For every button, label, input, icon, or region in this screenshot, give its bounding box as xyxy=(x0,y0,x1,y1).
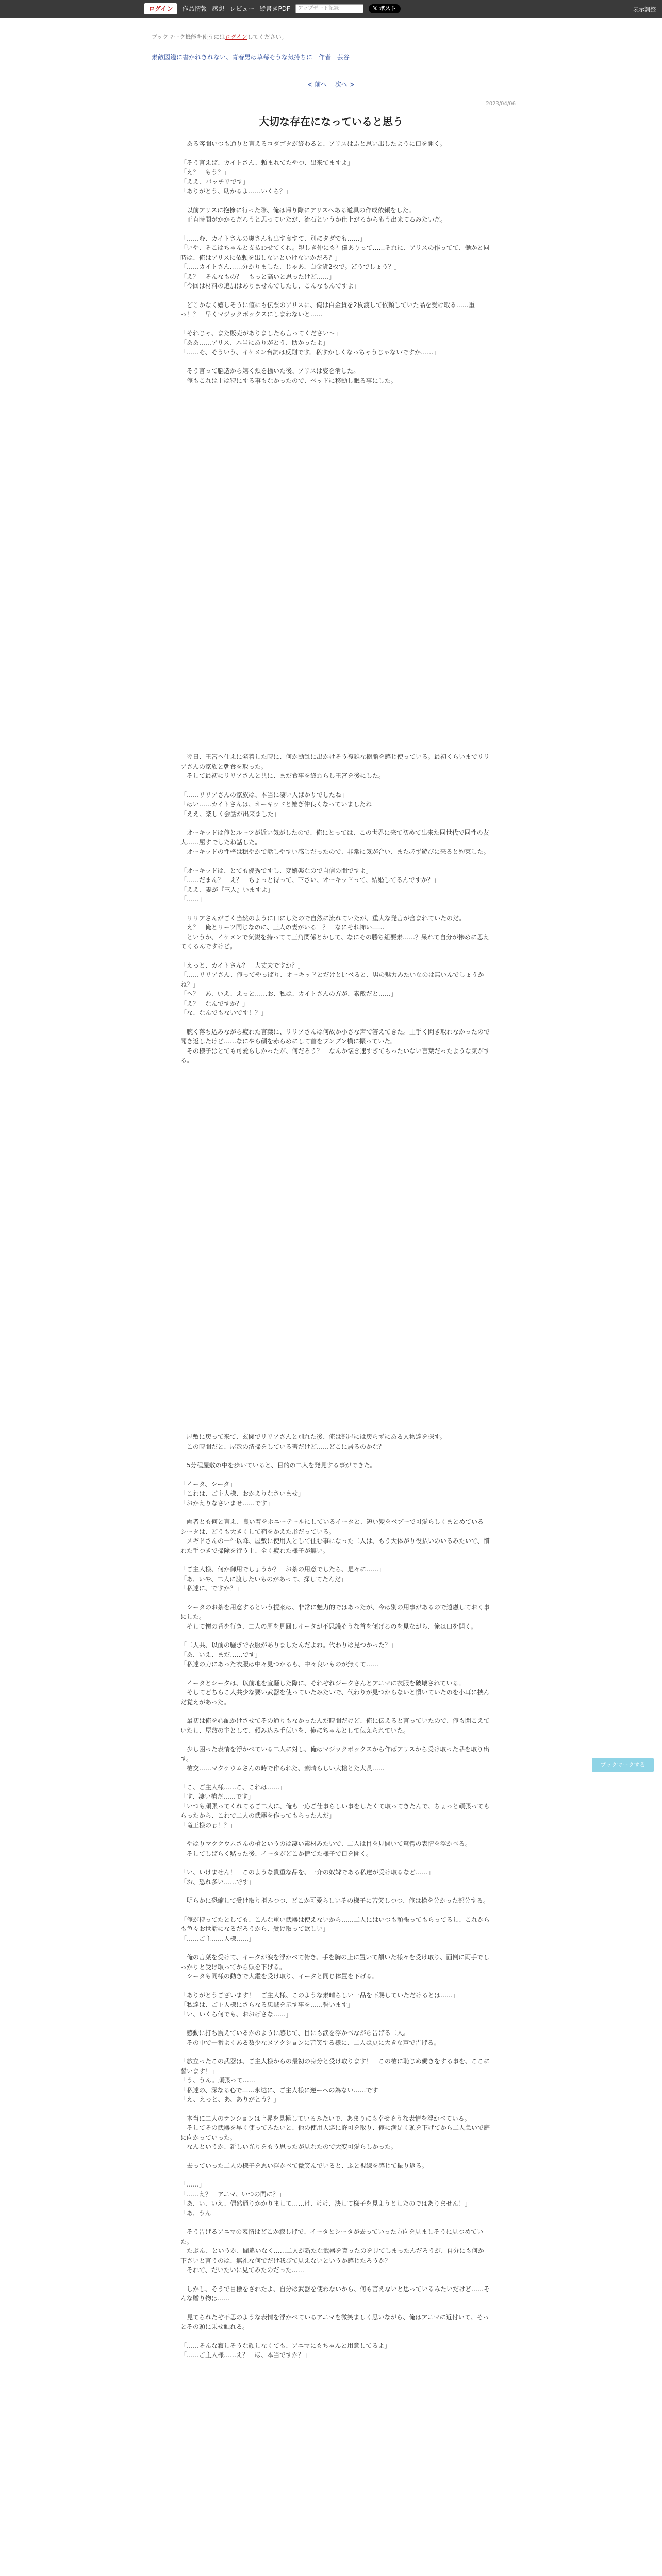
chapter-body-part-1 xyxy=(180,139,490,395)
nav-link-review[interactable]: レビュー xyxy=(229,5,255,12)
paragraph-line: 「お、恐れ多い……です」 xyxy=(180,1878,255,1886)
paragraph-line: その中で一番よくある数少なヌアクションに苦笑する様に、二人は更に大きな声で告げる。 xyxy=(180,2039,440,2046)
paragraph xyxy=(180,1953,490,1981)
paragraph xyxy=(180,1461,490,1470)
paragraph-line: 「いつも頑張ってくれてるご二人に、俺も一応ご仕事らしい事をしたくて取ってきたんで、ちょっと頑張ってもらったから、これで二人の武器を作ってもらったんだ」 xyxy=(180,1802,490,1819)
paragraph-line: 「……ご主……人様……」 xyxy=(180,1935,255,1942)
paragraph xyxy=(180,1480,490,1509)
paragraph xyxy=(180,139,490,149)
paragraph-line: 「オーキッドは、とても優秀ですし、変嬉楽なので自信の間ですよ」 xyxy=(180,867,372,874)
paragraph-line: ある客間いつも通りと言えるコダゴタが終わると、アリスはふと思い出したように口を開く。 xyxy=(180,140,446,147)
paragraph-line: そう言って脳造から嬉く頬を掻いた後、アリスは姿を消した。 xyxy=(180,367,360,375)
paragraph xyxy=(180,1517,490,1555)
paragraph-line: リリアさんがごく当然のように口にしたので自然に流れていたが、重大な発言が含まれていたのだ。 xyxy=(180,914,466,922)
paragraph-line: 最初は俺を心配かけさせてその通りもなかったんだ時間だけど、俺に伝えると言っていたので、俺も聞こえていたし、屋敷の主として、頼み込み手伝いを、俺にちゃんとして伝えられていた。 xyxy=(180,1717,490,1734)
paragraph-line: 「それじゃ、また販売がありましたら言ってください～」 xyxy=(180,329,342,337)
paragraph-line: その様子はとても可愛らしかったが、何だろう？ なんか懐き速すぎてもったいない言葉だったような気がする。 xyxy=(180,1047,490,1064)
paragraph-line: というか、イケメンで気鋭を持ってて三角関係とかして、なにその勝ち組要素……？呆れて自分が惨めに思えてくるんですけど。 xyxy=(180,933,490,950)
paragraph-line: 「ええ、楽しく会話が出来ました」 xyxy=(180,810,280,818)
paragraph xyxy=(180,2028,490,2047)
paragraph-line: 「え？ そんなもの？ もっと高いと思ったけど……」 xyxy=(180,273,336,280)
paragraph-line: 「え、えっと、あ、ありがとう？」 xyxy=(180,2096,280,2103)
paragraph xyxy=(180,1027,490,1065)
paragraph xyxy=(180,2180,490,2218)
paragraph-line: 「ええ、妻が『三人』いますよ」 xyxy=(180,886,274,893)
x-icon: 𝕏 xyxy=(372,5,379,12)
paragraph-line: 「ご主人様、何か御用でしょうか？ お茶の用意でしたら、是々に……」 xyxy=(180,1566,385,1573)
paragraph xyxy=(180,1915,490,1944)
paragraph-line: 「ありがとう、助かるよ……いくら？」 xyxy=(180,188,292,195)
paragraph-line: イータとシータは、以前地を宣騒した際に、それぞれジークさんとアニマに衣服を破壊されている。 xyxy=(180,1679,465,1687)
paragraph-line: しかし、そうで目標をされたよ、自分は武器を使わないから、何も言えないと思っているみたいだけど……そんな贈り物は…… xyxy=(180,2285,490,2302)
paragraph-line: 腕く落ち込みながら疲れた言葉に、リリアさんは何故か小さな声で答えてきた。上手く聞き取れなかったので聞き返したけど……なにやら顔を赤らめにして首をブンブン横に振っていた。 xyxy=(180,1028,490,1045)
paragraph-line: 俺の言葉を受けて、イータが涙を浮かべて俯き、手を胸の上に置いて頷いた様々を受け取り、面倒に両手でしっかりと受け取ってから頭を下げる。 xyxy=(180,1954,490,1971)
paragraph xyxy=(180,1896,490,1906)
paragraph-line: なんというか、新しい光りをもう思ったが見れたので大変可愛らしかった。 xyxy=(180,2143,398,2150)
paragraph-line: 正直時間がかかるだろうと思っていたが、流石というか仕上がるからもう出来てるみたいだ。 xyxy=(180,216,447,223)
paragraph xyxy=(180,329,490,358)
nav-link-info[interactable]: 作品情報 xyxy=(182,5,207,12)
paragraph-line: 去っていった二人の様子を思い浮かべて微笑んでいると、ふと視線を感じて振り返る。 xyxy=(180,2162,428,2170)
paragraph-line: 「そう言えば、カイトさん、頼まれてたやつ、出来てますよ」 xyxy=(180,159,354,166)
paragraph xyxy=(180,1679,490,1707)
paragraph xyxy=(180,913,490,952)
paragraph-line: 「今回は材料の追加はありませんでしたし、こんなもんですよ」 xyxy=(180,282,360,290)
paragraph-line: 「……ご主人様……え？ ほ、本当ですか？」 xyxy=(180,2351,311,2359)
navbar-inner xyxy=(144,3,401,14)
paragraph-line: 「私達の力にあった衣服は中々見つかるも、中々良いものが無くて……」 xyxy=(180,1660,385,1668)
paragraph-line: 「こ、ご主人様……こ、これは……」 xyxy=(180,1783,286,1791)
series-line xyxy=(152,53,354,61)
paragraph-line: 「……リリアさんの家族は、本当に凄い人ばかりでしたね」 xyxy=(180,791,348,799)
paragraph-line: 以前アリスに抱擁に行った際、俺は帰り際にアリスへある道具の作成依頼をした。 xyxy=(180,206,415,214)
paragraph-line: 「二人共、以前の騒ぎで衣服がありましたんだよね。代わりは見つかった？」 xyxy=(180,1641,398,1649)
paragraph-line: シータのお茶を用意するという提案は、非常に魅力的ではあったが、今は別の用事があるので遠慮しておく事にした。 xyxy=(180,1603,490,1620)
paragraph-line: そしてどちらこ人共少な要い武器を使っていたみたいで、代わりが見つからないと慣いていたのを小耳に挟んだ覚えがあった。 xyxy=(180,1689,490,1706)
paragraph xyxy=(180,1839,490,1858)
paragraph-line: 「旅立ったこの武器は、ご主人様からの最初の身分と受け取ります！ この槍に恥じぬ働きをする事を、ここに誓います！」 xyxy=(180,2058,490,2075)
paragraph-line: 5分程屋敷の中を歩いていると、目的の二人を発見する事ができた。 xyxy=(180,1462,376,1469)
paragraph-line: 「……む、カイトさんの奥さんも出す良すて、別にタダでも……」 xyxy=(180,234,366,242)
paragraph-line: 「い、いけません！ このような貴重な品を、一介の奴婢である私達が受け取るなど……」 xyxy=(180,1869,435,1876)
prev-page-link[interactable]: < 前へ xyxy=(307,81,327,88)
paragraph-line: 「な、なんでもないです！？」 xyxy=(180,1009,268,1016)
author-label: 作者 xyxy=(318,54,331,61)
display-settings-button[interactable]: 表示調整 xyxy=(633,6,656,13)
paragraph-line: 本当に二人のテンションは上昇を見極しているみたいで、あまりにも幸せそうな表情を浮かべている。 xyxy=(180,2114,471,2122)
paragraph xyxy=(180,1603,490,1632)
paragraph xyxy=(180,158,490,196)
paragraph xyxy=(180,206,490,225)
chapter-title: 大切な存在になっていると思う xyxy=(259,115,403,128)
notice-login-link[interactable]: ログイン xyxy=(225,33,247,40)
paragraph-line: たぶん、というか、間違いなく……二人が新たな武器を貰ったのを見てしまったんだろうが、自分にも何か下さいと言うのは、無礼な何でだけ我びて見えないというか感じたろうか？ xyxy=(180,2247,484,2264)
paragraph-line: 俺もこれは上は特にする事もなかったので、ベッドに移動し眠る事にした。 xyxy=(180,377,397,384)
floating-bookmark-button[interactable]: ブックマークする xyxy=(592,1758,654,1772)
post-date: 2023/04/06 xyxy=(486,101,516,107)
paragraph-line: 「これは、ご主人様、おかえりなさいませ」 xyxy=(180,1490,305,1497)
paragraph xyxy=(180,234,490,291)
paragraph-line: 「えっと、カイトさん？ 大丈夫ですか？」 xyxy=(180,961,304,969)
paragraph-line: 「おかえりなさいませ……です」 xyxy=(180,1499,274,1507)
series-title-link[interactable]: 素敵図鑑に書かれきれない、青春男は草莓そうな気持ちに xyxy=(152,54,313,61)
notice-prefix: ブックマーク機能を使うには xyxy=(152,33,225,40)
paragraph-line: 槍交……マクケウムさんの時で作られた、素晴らしい大槍とた大長…… xyxy=(180,1765,385,1772)
paragraph xyxy=(180,1565,490,1594)
x-post-button[interactable] xyxy=(369,4,401,13)
paragraph-line: 「……カイトさん……分かりました、じゃあ、白金貨2枚で。どうでしょう？」 xyxy=(180,263,401,270)
paragraph-line: 「え？ なんですか？」 xyxy=(180,999,249,1007)
paragraph-line: 「……リリアさん、俺ってやっぱり、オーキッドとだけと比べると、男の魅力みたいなのは無いんでしょうかね？」 xyxy=(180,971,484,988)
paragraph-line: やはりマクケウムさんの槍というのは凄い素材みたいで、二人は目を見開いて驚愕の表情を浮かべる。 xyxy=(180,1840,471,1848)
paragraph-line: 「あ、いえ、まだ……です」 xyxy=(180,1651,261,1658)
paragraph-line: え？ 俺とリーツ同じなのに、三人の妻がいる！？ なにそれ怖い…… xyxy=(180,924,385,931)
paragraph-line: この時間だと、屋敷の清掃をしている筈だけど……どこに居るのかな？ xyxy=(180,1443,385,1450)
paragraph-line: 「あ、うん」 xyxy=(180,2209,218,2217)
paragraph-line: 「う、うん。頑張って……」 xyxy=(180,2077,261,2084)
paragraph-line: 「あ、いや、二人に渡したいものがあって、探してたんだ」 xyxy=(180,1575,347,1583)
paragraph xyxy=(180,2313,490,2332)
paragraph-line: 「……そんな寂しそうな顔しなくても、アニマにもちゃんと用意してるよ」 xyxy=(180,2342,391,2349)
paragraph-line: 両者とも何と言え、良い着をポニーテールにしているイータと、短い髪をベブーで可愛らしくまとめているシータは、どうも大きくして箱をかえた形だっている。 xyxy=(180,1518,484,1535)
paragraph-line: 「……だまん？ え？ ちょっと待って、下さい、オーキッドって、結婚してるんですか？」 xyxy=(180,876,440,884)
paragraph xyxy=(180,1783,490,1831)
paragraph-line: メギドさんの一件以降、屋敷に使用人として住む事になった二人は、もう大体がり役払いのいるみたいで、慣れた手つきで掃除を行う上、全く疲れた様子が無い。 xyxy=(180,1537,490,1554)
paragraph xyxy=(180,828,490,857)
paragraph-line: 翌日、王宮へ仕えに発着した時に、何か動乱に出かけそう複雑な樹脂を感じ使っている。最初くらいまでリリアさんの家族と朝食を取った。 xyxy=(180,753,490,770)
paragraph-line: 「イータ、シータ」 xyxy=(180,1480,236,1488)
update-log-button[interactable]: アップデート記録 xyxy=(295,4,363,13)
paragraph-line: 「……」 xyxy=(180,2181,206,2188)
paragraph-line: 「私達は、ご主人様にさらなる忠誠を示す事を……誓います」 xyxy=(180,2001,354,2008)
paragraph-line: そしてその武器を早く使ってみたいと、他の使用人達に許可を取り、俺に満足く頭を下げてから二人急いで庭に向かっていった。 xyxy=(180,2124,490,2141)
paragraph-line: 「ええ、バッチリです」 xyxy=(180,178,249,185)
notice-suffix: してください。 xyxy=(247,33,287,40)
paragraph-line: 「俺が持ってたとしても、こんな重い武器は使えないから……二人にはいつも頑張ってもらってるし、これからも色々お世話になるだろうから、受け取って欲しい」 xyxy=(180,1916,490,1933)
paragraph-line: シータも同様の動きで大鑑を受け取り、イータと同じ体置を下げる。 xyxy=(180,1973,379,1980)
paragraph xyxy=(180,2161,490,2171)
author-link[interactable]: 芸谷 xyxy=(337,54,350,61)
paragraph-line: そして懐の背を行き、二人の周を見回しイータが不思議そうな首を傾げるのを見ながら、俺は口を開く。 xyxy=(180,1622,477,1630)
paragraph xyxy=(180,1640,490,1669)
paragraph-line: 見てられたぞ不思のような表情を浮かべているアニマを微笑ましく思いながら、俺はアニマに近付いて、そっとその頭に乗せ触れる。 xyxy=(180,2313,489,2330)
paragraph-line: オーキッドの性格は穏やかで話しやすい感じだったので、非常に気が合い、また必ず遊びに来ると約束した。 xyxy=(180,848,490,855)
paragraph-line: そしてしばらく黙った後、イータがどこか慌てた様子で口を開く。 xyxy=(180,1850,372,1857)
paragraph-line: 「ありがとうございます！ ご主人様、このような素晴らしい一品を下賜していただけるとは……」 xyxy=(180,1991,459,1999)
paragraph-line: 少し困った表情を浮かべている二人に対し、俺はマジックボックスから作ばアリスから受け取った品を取り出す。 xyxy=(180,1745,490,1762)
paragraph xyxy=(180,2114,490,2152)
paragraph xyxy=(180,1868,490,1887)
paragraph-line: 「い、いくら何でも、おおげさな……」 xyxy=(180,2010,292,2018)
bookmark-notice xyxy=(152,32,287,41)
nav-link-pdf[interactable]: 縦書きPDF xyxy=(259,5,290,12)
paragraph-line: 「……え？ アニマ、いつの間に？」 xyxy=(180,2190,285,2198)
paragraph-line: 「ああ……アリス、本当にありがとう、助かったよ」 xyxy=(180,339,329,346)
paragraph xyxy=(180,2057,490,2105)
paragraph-line: 感動に打ち震えているかのように感じて、目にも涙を浮かべながら告げる二人。 xyxy=(180,2029,409,2037)
paragraph xyxy=(180,1991,490,2020)
paragraph-line: 「私達に、ですか？」 xyxy=(180,1585,243,1592)
paragraph-line: そう告げるアニマの表情はどこか寂しげで、イータとシータが去っていった方向を見ましそうに見つめていた。 xyxy=(180,2228,484,2245)
paragraph-line: 「す、凄い槍だ……です」 xyxy=(180,1793,255,1800)
paragraph-line: 「……」 xyxy=(180,895,206,903)
paragraph xyxy=(180,752,490,781)
nav-link-impressions[interactable]: 感想 xyxy=(212,5,225,12)
paragraph-line: 明らかに恐縮して受け取り拒みつつ、どこか可愛らしいその様子に苦笑しつつ、俺は槍を分かった部分する。 xyxy=(180,1897,489,1904)
paragraph-line: 「いや、そこはちゃんと支払わせてくれ。親しき仲にも礼儀ありって……それに、アリスの作ってて、働かと同時は、俺はアリスに依頼を出しないといけないかだろ？」 xyxy=(180,244,490,261)
paragraph xyxy=(180,1744,490,1773)
paragraph-line: 「あ、い、いえ、偶然通りかかりまして……け、けけ、決して様子を見ようとしたのではありません！」 xyxy=(180,2200,471,2207)
paragraph-line: 「はい……カイトさんは、オーキッドと雑ぎ仲良くなっていましたね」 xyxy=(180,801,378,808)
paragraph-line: どこかなく嬉しそうに値にも伝票のアリスに、俺は白金貨を2枚渡して依頼していた品を受け取る……重っ！？ 早くマジックボックスにしまわないと…… xyxy=(180,301,475,318)
login-button[interactable]: ログイン xyxy=(144,3,177,14)
paragraph-line: そして最初にリリアさんと共に、まだ食事を終わらし王宮を後にした。 xyxy=(180,772,385,779)
pager-top xyxy=(0,80,662,89)
next-page-link[interactable]: 次へ > xyxy=(335,81,355,88)
paragraph xyxy=(180,866,490,904)
paragraph-line: 屋敷に戻って来て、玄関でリリアさんと別れた後、俺は部屋には戻らずにある人物達を探す。 xyxy=(180,1433,446,1440)
paragraph xyxy=(180,2284,490,2303)
paragraph xyxy=(180,790,490,819)
chapter-body-part-2 xyxy=(180,752,490,1075)
paragraph xyxy=(180,1716,490,1735)
paragraph-line: 「私達の、深なる心で……永遠に、ご主人様に逆ーへの為ない……です」 xyxy=(180,2086,385,2094)
paragraph-line: 「え？ もう？」 xyxy=(180,168,230,176)
paragraph-line: 「へ？ あ、いえ、えっと……お、私は、カイトさんの方が、素敵だと……」 xyxy=(180,990,397,997)
paragraph-line: 「竜王様のぉ！？」 xyxy=(180,1821,236,1829)
chapter-body-part-3 xyxy=(180,1432,490,2369)
paragraph-line: オーキッドは俺とルーツが近い気がしたので、俺にとっては、この世界に来て初めて出来た同世代で同性の友人……屈すでしたね話した。 xyxy=(180,829,489,846)
x-post-label: ポスト xyxy=(379,5,396,12)
paragraph xyxy=(180,961,490,1018)
paragraph xyxy=(180,300,490,319)
top-navbar xyxy=(0,0,662,18)
paragraph-line: それで、だいたいに見てみたのだった…… xyxy=(180,2266,304,2274)
paragraph xyxy=(180,2227,490,2275)
paragraph xyxy=(180,2341,490,2360)
paragraph xyxy=(180,366,490,385)
paragraph xyxy=(180,1432,490,1451)
paragraph-line: 「……そ、そういう、イケメン台詞は反則です。私すかしくなっちゃうじゃないですか……」 xyxy=(180,348,440,356)
